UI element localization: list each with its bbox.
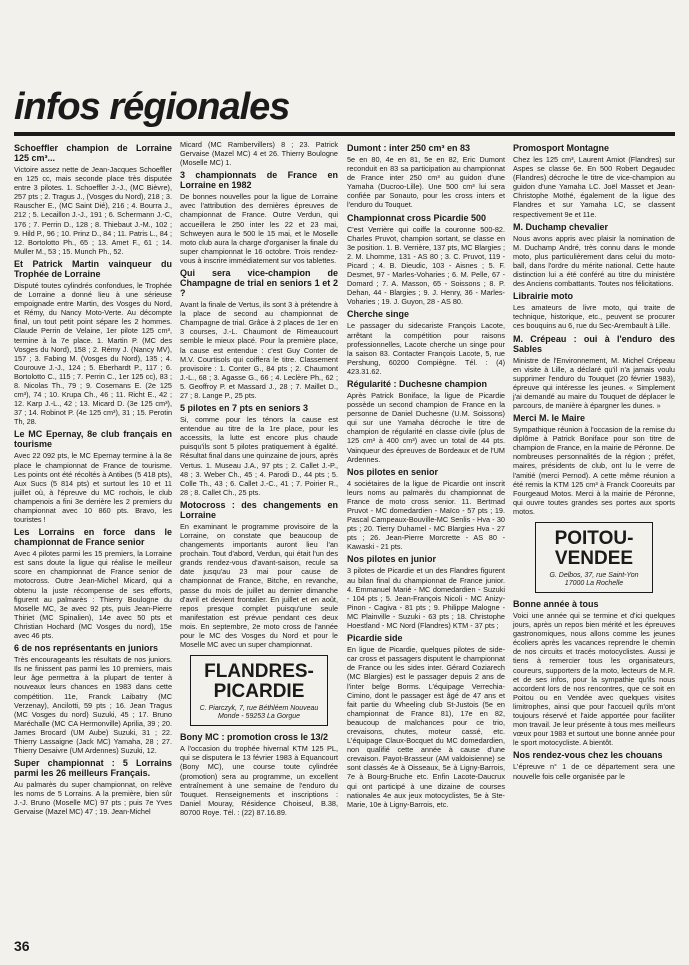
article-headline: Nos pilotes en senior: [347, 466, 439, 477]
article-body: En examinant le programme provisoire de la Lorraine, on constate que beaucoup de changements importants auront lieu l'an prochain. Tout d'abord, Verdun, qui était l'un des grands rendez-vous d'avant-saison, recule sa date jusqu'au 23 mai pour cause de championnat de France, Bitche, en revanche, passe du mois de juillet au dernier dimanche d'avril et devient frontalier. En juillet et en août, repos presque complet puisqu'une seule manifestation est prévue pendant ces deux mois. En septembre, 2e moto cross de l'année pour le MC des Vosges du Nord et pour le Moselle MC avec un super championnat.: [180, 521, 338, 650]
article-body: Après Patrick Boniface, la ligue de Picardie possède un second champion de France en la personne de Daniel Duchesne (U.M. Soissons) qui sur une Yamaha décroche le titre de champion de régularité en classe civile (plus de 125 cm³ à 400 cm³) avec un total de 44 pts. Vainqueur des épreuves de Bordeaux et de l'UM Ardennes.: [347, 390, 505, 464]
article-headline: Régularité : Duchesne champion: [347, 378, 488, 389]
article-body: Au palmarès du super championnat, on relève les noms de 5 Lorrains. A la première, bien sûr J.-J. Bruno (Moselle MC) 97 pts ; puis 7e Yves Gervaise (Mazel MC) 47 ; 19. Jean-Michel: [14, 780, 172, 817]
column-2: [180, 140, 338, 820]
column-4: [513, 140, 675, 784]
article-body: Avec 4 pilotes parmi les 15 premiers, la Lorraine est sans doute la ligue qui réalise le meilleur score en championnat de France senior de motocross. Outre Jean-Michel Micard, qui a obtenu la juste récompense de ses efforts, figurent au palmarès : Thierry Boulogne du Moselle MC, 3e avec 92 pts, puis Jean-Pierre Thiriet (MC Spinalien), 14e avec 50 pts et Christian Hochard (MC Vosges du nord), 15e avec 46 pts.: [14, 549, 172, 641]
article-body: L'épreuve n° 1 de ce département sera une nouvelle fois celle organisée par le: [513, 762, 675, 781]
article-body: Chez les 125 cm³, Laurent Amiot (Flandres) sur Aspes se classe 6e. En 500 Robert Degaudec (Flandres) décroche le titre de vice-champion au guidon d'une Yamaha LC. Joël Masset et Jean-Christophe Mothé, également de la ligue des Flandres et sur Yamaha LC, se classent respectivement 9e et 11e.: [513, 155, 675, 219]
section-title: infos régionales: [14, 86, 290, 128]
article-headline: Le MC Epernay, 8e club français en tourisme: [14, 429, 172, 450]
article-headline: Nos rendez-vous chez les chouans: [513, 750, 663, 761]
page-number: 36: [14, 938, 30, 954]
article-body: Avant la finale de Vertus, ils sont 3 à prétendre à la place de second au championnat de Champagne de trial. Grâce à 2 places de 1er en 3 courses, J.-L. Chaumont de Rimeaucourt semble le mieux placé. Pour la première place, la cause est entendue : c'est Guy Conter de M.V. Courtisols qui coiffera le titre. Classement provisoire : 1. Conter G., 84 pts ; 2. Chaumont J.-L., 68 ; 3. Agasse G., 66 ; 4. Leclère Ph., 62 ; 5. Geoffroy P. et Massard J., 28 ; 7. Maillet D., 27 ; 8. Lange P., 25 pts.: [180, 300, 338, 400]
column-3: [347, 140, 505, 812]
article-headline: Et Patrick Martin vainqueur du Trophée de Lorraine: [14, 258, 172, 279]
region-header-box: [190, 655, 328, 726]
article-headline: 5 pilotes en 7 pts en seniors 3: [180, 403, 309, 414]
article-body: De bonnes nouvelles pour la ligue de Lorraine avec l'attribution des dernières épreuves de championnat de France. Outre Verdun, qui accueillera le 250 inter les 22 et 23 mai, Schweyen aura le 500 le 15 mai, et le Moselle moto club aura la charge d'organiser la finale du super championnat le 16 octobre. Trois rendez-vous à inscrire immédiatement sur vos tablettes.: [180, 192, 338, 265]
article-headline: Motocross : des changements en Lorraine: [180, 499, 338, 520]
article-body: Les amateurs de livre moto, qui traite de technique, historique, etc., peuvent se procurer ces bouquins au 6, rue du Sec-Arembault à Lille.: [513, 303, 675, 331]
region-name: POITOU-VENDEE: [554, 528, 634, 569]
article-headline: 3 championnats de France en Lorraine en 1982: [180, 170, 338, 191]
article-body: 5e en 80, 4e en 81, 5e en 82, Eric Dumont reconduit en 83 sa participation au championnat de France inter 250 cm³ au guidon d'une Yamaha (Ducroo-Lille). Une 500 cm³ lui sera confiée par Sonauto, pour les cross inters et l'enduro du Touquet.: [347, 155, 505, 210]
article-body: Le passager du sidecariste François Lacote, arrêtant la compétition pour raisons professionnelles, Lacote cherche un singe pour la saison 83. Contacter François Lacote, 5, rue Pershung, 60200 Compiègne. Tél. : (4) 423.31.62.: [347, 321, 505, 376]
article-body: En ligue de Picardie, quelques pilotes de side-car cross et passagers disputent le championnat de France ou les sides inter. Gérard Coziarech (MC Blargies) est le passager depuis 2 ans de l'inter belge Borms. L'équipage Verrechia-Cimino, dont le passager est âgé de 47 ans et fait partie du Wheeling club St-Justois (5e en championnat de France 81), 17e en 82, beaucoup de malchances pour ce trio, crevaisons, chutes, moteur cassé, etc. L'équipage Claux-Bocquet du MC domedardien, non qualifié cette année à cause d'une crevaison. Payot-Brasseur (AM valdoisienne) se sont classés 4e à Oisseaux, 5e à Ligny-Barrois, 7e à Bourg-Bruche etc. Enfin Lacote-Daucrux qui ont participé à une dizaine de courses nationales 4e aux jeux motocyclistes, 5e à Ste-Marie, 10e à Ligny-Barrois, etc.: [347, 645, 505, 809]
article-headline: Bonne année à tous: [513, 599, 599, 609]
article-headline: Picardie side: [347, 633, 403, 644]
article-headline: M. Duchamp chevalier: [513, 221, 609, 232]
article-headline: Bony MC : promotion cross le 13/2: [180, 732, 329, 743]
article-headline: Les Lorrains en force dans le championnat de France senior: [14, 527, 172, 548]
region-correspondent-address: G. Delbos, 37, rue Saint-Yon 17000 La Rochelle: [549, 572, 639, 587]
article-headline: Championnat cross Picardie 500: [347, 212, 487, 223]
article-headline: Schoeffler champion de Lorraine 125 cm³...: [14, 143, 172, 163]
article-body: Victoire assez nette de Jean-Jacques Schoeffler en 125 cc, mais seconde place très disputée entre 3 pilotes. 1. Schoeffler J.-J., (MC Bièvre), 257 pts ; 2. Tragus J., (Vosges du Nord), 218 ; 3. Rauscher E., (MC Saint Dié), 216 ; 4. Bourra J., 212 ; 5. Lecaillon J.-J., 191 ; 6. Schermann J.-C, 176 ; 7. Perrin D., 128 ; 8. Thiebaut J.-M., 102 ; 9. Hild P., 96 ; 10. Prinz D., 84 ; 11. Patris L., 84 ; 12. Bortolotto Ph., 65 ; 13. Amet F., 61 ; 14. Muller M., 53 ; 15. Munch Ph., 52.: [14, 165, 172, 256]
article-body: Disputé toutes cylindrés confondues, le Trophée de Lorraine a donné lieu à une sérieuse empoignade entre Martin, des Vosges du Nord, et Rémy, du Nancy Moto-Verte. Au décompte final, un tout petit point sépare les 2 hommes. Claude Perrin de Velaine, 1er pilote 125 cm³, termine à la 7e place. 1. Martin P. (MC des Vosges du Nord), 158 ; 2. Rémy J. (Nancy MV), 157 ; 3. Fabing M. (Vosges du Nord), 135 ; 4. Courouve J.-J., 124 ; 5. Eberhardt P., 117 ; 6. Bortolotto C., 115 ; 7. Perrin C., 1er 125 cc), 83 ; 8. Nicolas Th., 79 ; 9. Cosemans E. (2e 125 cm³), 74 ; 10. Krupa Ch., 46 ; 11. Richt E., 42 ; 12. Karp J.-L., 42 ; 13. Micard D. (3e 125 cm³), 37 ; 14. Robinot P. (4e 125 cm³), 31 ; 15. Perotin Th, 28.: [14, 280, 172, 427]
article-body: A l'occasion du trophée hivernal KTM 125 PL, qui se disputera le 13 février 1983 à Equancourt (Bony MC), une course toute cylindrée (promotion) sera au programme, un excellent entraînement à une semaine de l'enduro du Touquet. Renseignements et inscriptions : Daniel Mouray, Résidence Choiseul, B.38, 80700 Roye. Tél. : (22) 87.16.89.: [180, 744, 338, 817]
article-body: Si, comme pour les ténors la cause est entendue au titre de la 1re place, pour les accessits, la lutte est encore plus chaude puisqu'ils sont 5 pilotes pratiquement à égalité. Résultat final dans une quinzaine de jours, après Vertus. 1. Museau J.A., 97 pts ; 2. Callet J.-P., 48 ; 3. Weber Ch., 45 ; 4. Parodi D., 44 pts ; 5. Colle Th., 43 ; 6. Callet J.-C., 41 ; 7. Poirier R., 28 ; 8. Callet Ch., 25 pts.: [180, 415, 338, 497]
article-headline: Super championnat : 5 Lorrains parmi les 26 meilleurs Français.: [14, 758, 172, 779]
article-headline: 6 de nos représentants en juniors: [14, 643, 159, 654]
article-body: 4 sociétaires de la ligue de Picardie ont inscrit leurs noms au palmarès du championnat de France de moto cross senior. 11. Bertrnad Pruvot - MC domedardien - Maïco - 57 pts ; 19. Pascal Campeaux-Bouville-MC Senlis - Hva - 30 pts ; 20. Tierry Duhamel - MC Blargies Hva - 27 pts ; 26. Jean-Pierre Morcrette - AS 80 - Kawaski - 21 pts.: [347, 478, 505, 552]
article-headline: Librairie moto: [513, 291, 574, 302]
article-body: Très encourageants les résultats de nos juniors. Ils ne finissent pas parmi les 10 premiers, mais leur âge permettra à la plupart de tenter à nouveaux leurs chances en 1983 dans cette compétition. 11e, Franck Laibatry (MC Verzenay), Ancilotti, 59 pts ; 16. Jean Tragus (MC Vosges du nord) Suzuki, 45 ; 17. Bruno Maréchalle (MC CA Hermonville) Aprilia, 39 ; 20. James Brocard (UM Aube) Suzuki, 31 ; 22. Thierry Lassaigne (Jack MC) Yamaha, 28 ; 27. Thierry Desaivre (UM Ardennes) Suzuki, 12.: [14, 655, 172, 756]
column-1: [14, 140, 172, 820]
article-body: 3 pilotes de Picardie et un des Flandres figurent au bilan final du championnat de France junior. 4. Emmanuel Marié - MC domedardien - Suzuki - 104 pts ; 5. Jean-François Nicoli - MC Anizy-Pinon - Cagiva - 81 pts ; 9. Philippe Malogne - MC Plainville - Suzuki - 63 pts ; 18. Christophe Hoestland - MC Nord (Flandres) KTM - 37 pts ;: [347, 566, 505, 631]
region-header-box: [535, 522, 653, 593]
article-headline: Dumont : inter 250 cm³ en 83: [347, 143, 471, 153]
article-body: Ministre de l'Environnement, M. Michel Crépeau en visite à Lille, a déclaré qu'il n'a jamais voulu supprimer l'enduro du Touquet (20 février 1983), épreuve qui intéresse les jeunes. « Simplement j'ai demandé au maire du Touquet de déplacer le parcours, de manière à épargner les dunes. »: [513, 355, 675, 410]
article-body: Avec 22 092 pts, le MC Epernay termine à la 8e place le championnat de France de tourisme. Les points ont été récoltés à Antibes (5 418 pts), Aux Sucs (5 814 pts) et surtout les 10 et 11 juillet où, à l'épreuve du MC rochois, le club champenois a fini 3e derrière les 2 premiers du championnat avec 10 860 pts. Bravo, les touristes !: [14, 451, 172, 525]
article-body: Sympathique réunion à l'occasion de la remise du diplôme à Patrick Boniface pour son titre de champion de France, en la mairie de Péronne. De nombreuses personnalités de la région ; préfet, maires, présidents de club, ont lu le verre de l'amitié (merci Pernod). A cette même réunion a été remis la KTM 125 cm³ à Franck Cooreuits par Fourgeaud Motos. Merci à la mairie de Péronne, qui ouvre toutes grandes ses portes aux sports motos.: [513, 425, 675, 516]
article-headline: Merci M. le Maire: [513, 413, 586, 424]
article-body: C'est Verrière qui coiffe la couronne 500-82. Charles Pruvot, champion sortant, se classe en 3e position. 1. B. Verrière, 137 pts, MC Blargies ; 2. M. Lhomme, 131 - AS 80 ; 3. C. Pruvot, 119 - Picard ; 4. B. Dieudic, 103 - Aisnes ; 5. F. Desmet, 97 - Marles-Voharies ; 6. M. Pelle, 67 - Domard ; 7. A. Masson, 65 - Soissons ; 8. P. Dehan, 44 - Blargies ; 9. J. Henry, 36 - Marles-Voharies ; 19. J. Guyon, 28 - AS 80.: [347, 224, 505, 307]
article-body: Nous avons appris avec plaisir la nomination de M. Duchamp André, très connu dans le monde moto, plus particulièrement dans celui du moto-ball, dans l'ordre du mérite national. Cette haute distinction lui a été conféré au titre du ministère des Anciens combattants. Toutes nos félicitations.: [513, 233, 675, 289]
article-headline: Cherche singe: [347, 309, 410, 320]
region-correspondent-address: C. Piarczyk, 7, rue Béthléem Nouveau Monde - 59253 La Gorgue: [199, 705, 319, 721]
article-headline: Promosport Montagne: [513, 143, 609, 153]
article-headline: Nos pilotes en junior: [347, 554, 437, 565]
article-body: Micard (MC Rambervillers) 8 ; 23. Patrick Gervaise (Mazel MC) 4 et 26. Thierry Boulogne (Moselle MC) 1.: [180, 140, 338, 168]
article-headline: M. Crépeau : oui à l'enduro des Sables: [513, 333, 675, 354]
article-body: Voici une année qui se termine et d'ici quelques jours, après un repos bien mérité et les épreuves gastronomiques, nous allons comme les jeunes écoliers après les vacances reprendre le chemin de nos circuits et tracés motocyclistes. Aussi je tiens à remercier tous les organisateurs, coureurs, supporters de la moto, lecteurs de M.R. et de ses infos, pour la sympathie qu'ils nous accordent lors de nos rencontres, que ce soit en Poitou ou en Vendée avec quelques visites limitrophes, ainsi que pour l'accueil qu'ils m'ont toujours réservé et l'aide apportée pour faciliter mon travail. Je leur présente à tous mes meilleurs vœux pour 1983 et surtout une bonne année pour le sport motocycliste. A bientôt.: [513, 611, 675, 748]
region-name: FLANDRES-PICARDIE: [204, 661, 314, 703]
article-headline: Qui sera vice-champion de Champagne de trial en seniors 1 et 2 ?: [180, 268, 338, 299]
title-rule: [14, 132, 675, 136]
